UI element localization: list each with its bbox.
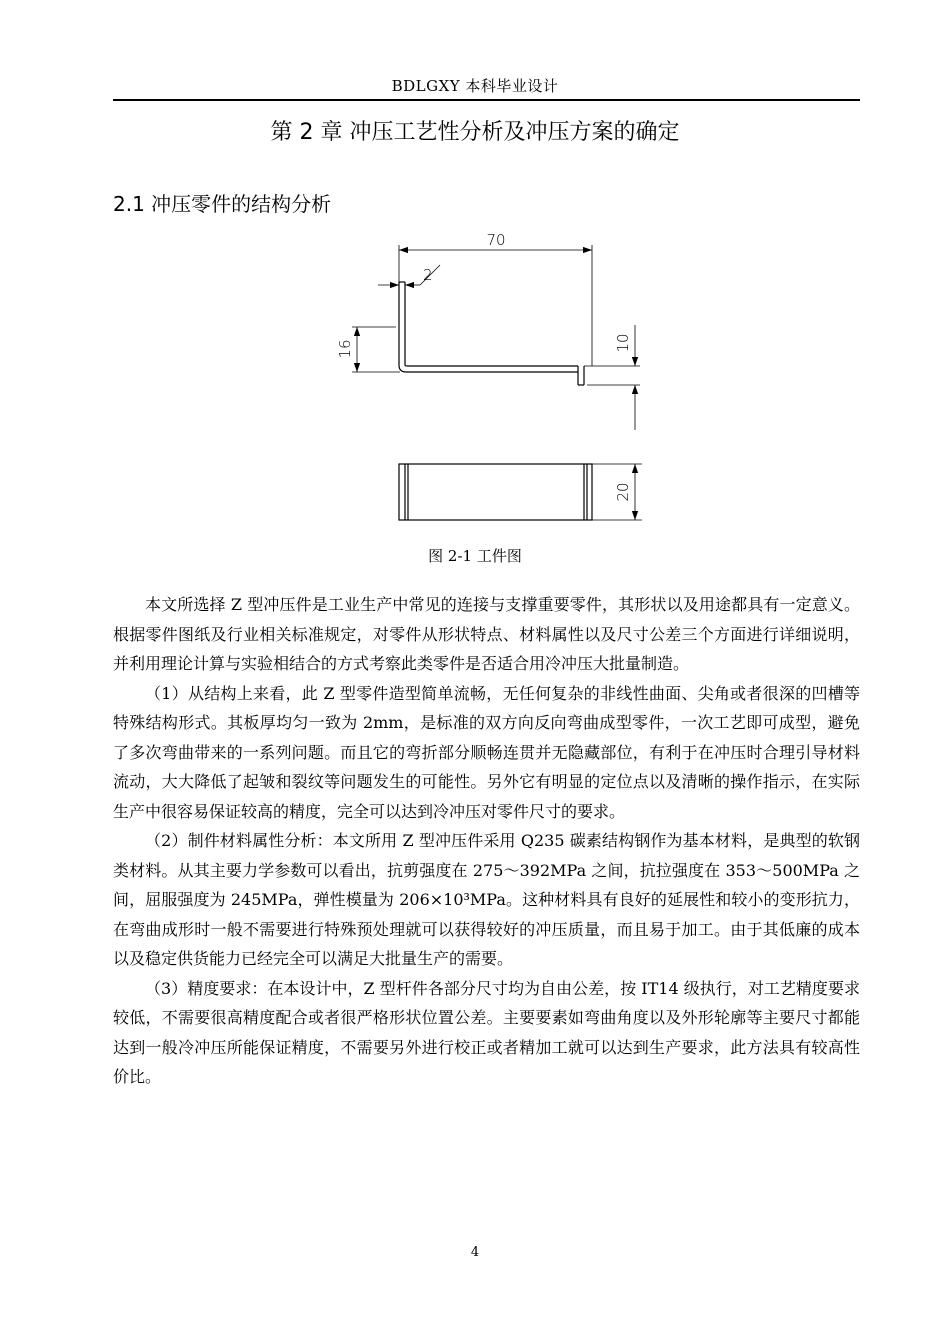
page-header: BDLGXY 本科毕业设计 bbox=[391, 77, 559, 95]
paragraph: （3）精度要求：在本设计中，Z 型杆件各部分尺寸均为自由公差，按 IT14 级执行，对工艺精度要求较低，不需要很高精度配合或者很严格形状位置公差。主要要素如弯曲角度以及外形轮廓等主要尺寸都能达到一般冷冲压所能保证精度，不需要另外进行校正或者精加工就可以达到生产要求，此方法具有较高性价比。 bbox=[113, 978, 860, 1086]
header-rule bbox=[113, 99, 860, 101]
body-text bbox=[113, 590, 860, 1092]
part-side-view bbox=[399, 282, 584, 385]
dimension-70-label: 70 bbox=[486, 231, 506, 249]
paragraph: 本文所选择 Z 型冲压件是工业生产中常见的连接与支撑重要零件，其形状以及用途都具有一定意义。根据零件图纸及行业相关标准规定，对零件从形状特点、材料属性以及尺寸公差三个方面进行详细说明，并利用理论计算与实验相结合的方式考察此类零件是否适合用冷冲压大批量制造。 bbox=[113, 595, 860, 673]
figure-caption: 图 2-1 工件图 bbox=[428, 547, 522, 565]
page-number: 4 bbox=[470, 1245, 480, 1260]
paragraph: （2）制件材料属性分析：本文所用 Z 型冲压件采用 Q235 碳素结构钢作为基本材料，是典型的软钢类材料。从其主要力学参数可以看出，抗剪强度在 275～392MPa 之间，抗拉强度在 353～500MPa 之间，屈服强度为 245MPa，弹性模量为 206×10³MPa。这种材料具有良好的延展性和较小的变形抗力，在弯曲成形时一般不需要进行特殊预处理就可以获得较好的冲压质量，而且易于加工。由于其低廉的成本以及稳定供货能力已经完全可以满足大批量生产的需要。 bbox=[113, 831, 860, 968]
part-top-view bbox=[399, 464, 592, 520]
paragraph: （1）从结构上来看，此 Z 型零件造型简单流畅，无任何复杂的非线性曲面、尖角或者很深的凹槽等特殊结构形式。其板厚均匀一致为 2mm，是标准的双方向反向弯曲成型零件，一次工艺即可成型，避免了多次弯曲带来的一系列问题。而且它的弯折部分顺畅连贯并无隐藏部位，有利于在冲压时合理引导材料流动，大大降低了起皱和裂纹等问题发生的可能性。另外它有明显的定位点以及清晰的操作指示，在实际生产中很容易保证较高的精度，完全可以达到冷冲压对零件尺寸的要求。 bbox=[113, 683, 860, 821]
section-title: 2.1 冲压零件的结构分析 bbox=[113, 192, 332, 216]
part-drawing bbox=[320, 225, 660, 525]
dimension-70 bbox=[399, 245, 592, 366]
dimension-16 bbox=[352, 327, 400, 372]
dimension-16-label: 16 bbox=[336, 339, 354, 359]
dimension-2-label: 2 bbox=[423, 266, 433, 284]
dimension-10-label: 10 bbox=[614, 333, 632, 353]
dimension-20-label: 20 bbox=[614, 482, 632, 502]
chapter-title: 第 2 章 冲压工艺性分析及冲压方案的确定 bbox=[270, 120, 680, 145]
part-drawing-figure bbox=[320, 225, 660, 525]
